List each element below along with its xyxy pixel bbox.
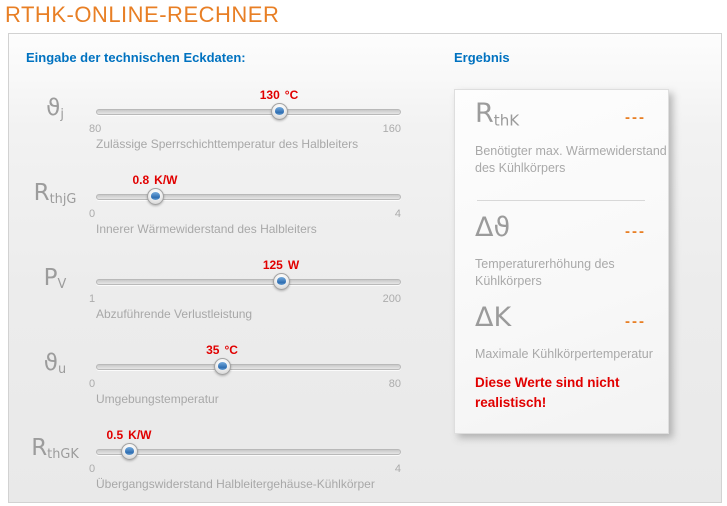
slider-min-label: 0 <box>89 378 96 390</box>
result-description: Benötigter max. Wärmewiderstand des Kühlkörpers <box>475 144 667 175</box>
slider-track[interactable] <box>96 449 401 455</box>
slider-handle[interactable] <box>214 358 231 375</box>
slider-value-label: 0.8 K/W <box>132 173 178 187</box>
result-symbol: ΔK <box>475 302 512 333</box>
slider-description: Innerer Wärmewiderstand des Halbleiters <box>96 222 317 236</box>
slider-handle-dot <box>218 362 227 370</box>
slider-row-pv <box>9 256 449 336</box>
slider-min-label: 80 <box>89 123 102 135</box>
slider-track[interactable] <box>96 279 401 285</box>
slider-value-label: 35 °C <box>206 343 238 357</box>
warning-text: Diese Werte sind nicht realistisch! <box>475 375 620 410</box>
input-section-heading: Eingabe der technischen Eckdaten: <box>26 50 246 65</box>
slider-track[interactable] <box>96 109 401 115</box>
result-symbol: Δϑ <box>475 212 511 243</box>
result-row <box>475 212 646 243</box>
slider-row-theta-j <box>9 86 449 166</box>
slider-handle-dot <box>151 192 160 200</box>
slider-max-label: 80 <box>388 378 401 390</box>
page-title: RTHK-ONLINE-RECHNER <box>5 2 280 27</box>
slider-handle[interactable] <box>271 103 288 120</box>
slider-value-label: 130 °C <box>259 88 299 102</box>
slider-symbol: $P_V$ <box>43 265 67 292</box>
slider-row-rthgk <box>9 426 449 506</box>
slider-row-rthjg <box>9 171 449 251</box>
result-value: --- <box>625 109 646 126</box>
main-panel <box>8 33 722 503</box>
slider-max-label: 4 <box>394 463 401 475</box>
divider <box>477 200 645 201</box>
slider-handle-dot <box>125 447 134 455</box>
result-symbol: $R_{thK}$ <box>475 98 520 130</box>
slider-track[interactable] <box>96 194 401 200</box>
result-value: --- <box>625 313 646 330</box>
slider-min-label: 0 <box>89 208 96 220</box>
result-value: --- <box>625 223 646 240</box>
result-row <box>475 98 646 129</box>
slider-symbol: $ϑ_j$ <box>46 95 64 122</box>
result-row <box>475 302 646 333</box>
slider-handle[interactable] <box>121 443 138 460</box>
slider-symbol: $R_{thGK}$ <box>31 435 79 462</box>
result-section-heading: Ergebnis <box>454 50 510 65</box>
slider-handle-dot <box>277 277 286 285</box>
slider-description: Umgebungstemperatur <box>96 392 219 406</box>
slider-symbol: $ϑ_u$ <box>43 350 67 377</box>
result-description: Maximale Kühlkörpertemperatur <box>475 347 653 361</box>
result-card <box>454 89 669 434</box>
slider-value-label: 0.5 K/W <box>106 428 152 442</box>
slider-description: Übergangswiderstand Halbleitergehäuse-Kühlkörper <box>96 477 375 491</box>
slider-max-label: 200 <box>382 293 401 305</box>
slider-row-theta-u <box>9 341 449 421</box>
slider-max-label: 4 <box>394 208 401 220</box>
slider-description: Zulässige Sperrschichttemperatur des Halbleiters <box>96 137 359 151</box>
slider-max-label: 160 <box>382 123 401 135</box>
slider-symbol: $R_{thjG}$ <box>33 180 77 207</box>
slider-track[interactable] <box>96 364 401 370</box>
slider-handle[interactable] <box>273 273 290 290</box>
slider-handle[interactable] <box>147 188 164 205</box>
result-description: Temperaturerhöhung des Kühlkörpers <box>475 257 615 288</box>
slider-value-label: 125 W <box>262 258 300 272</box>
slider-description: Abzuführende Verlustleistung <box>96 307 253 321</box>
slider-min-label: 0 <box>89 463 96 475</box>
slider-handle-dot <box>275 107 284 115</box>
slider-min-label: 1 <box>89 293 96 305</box>
